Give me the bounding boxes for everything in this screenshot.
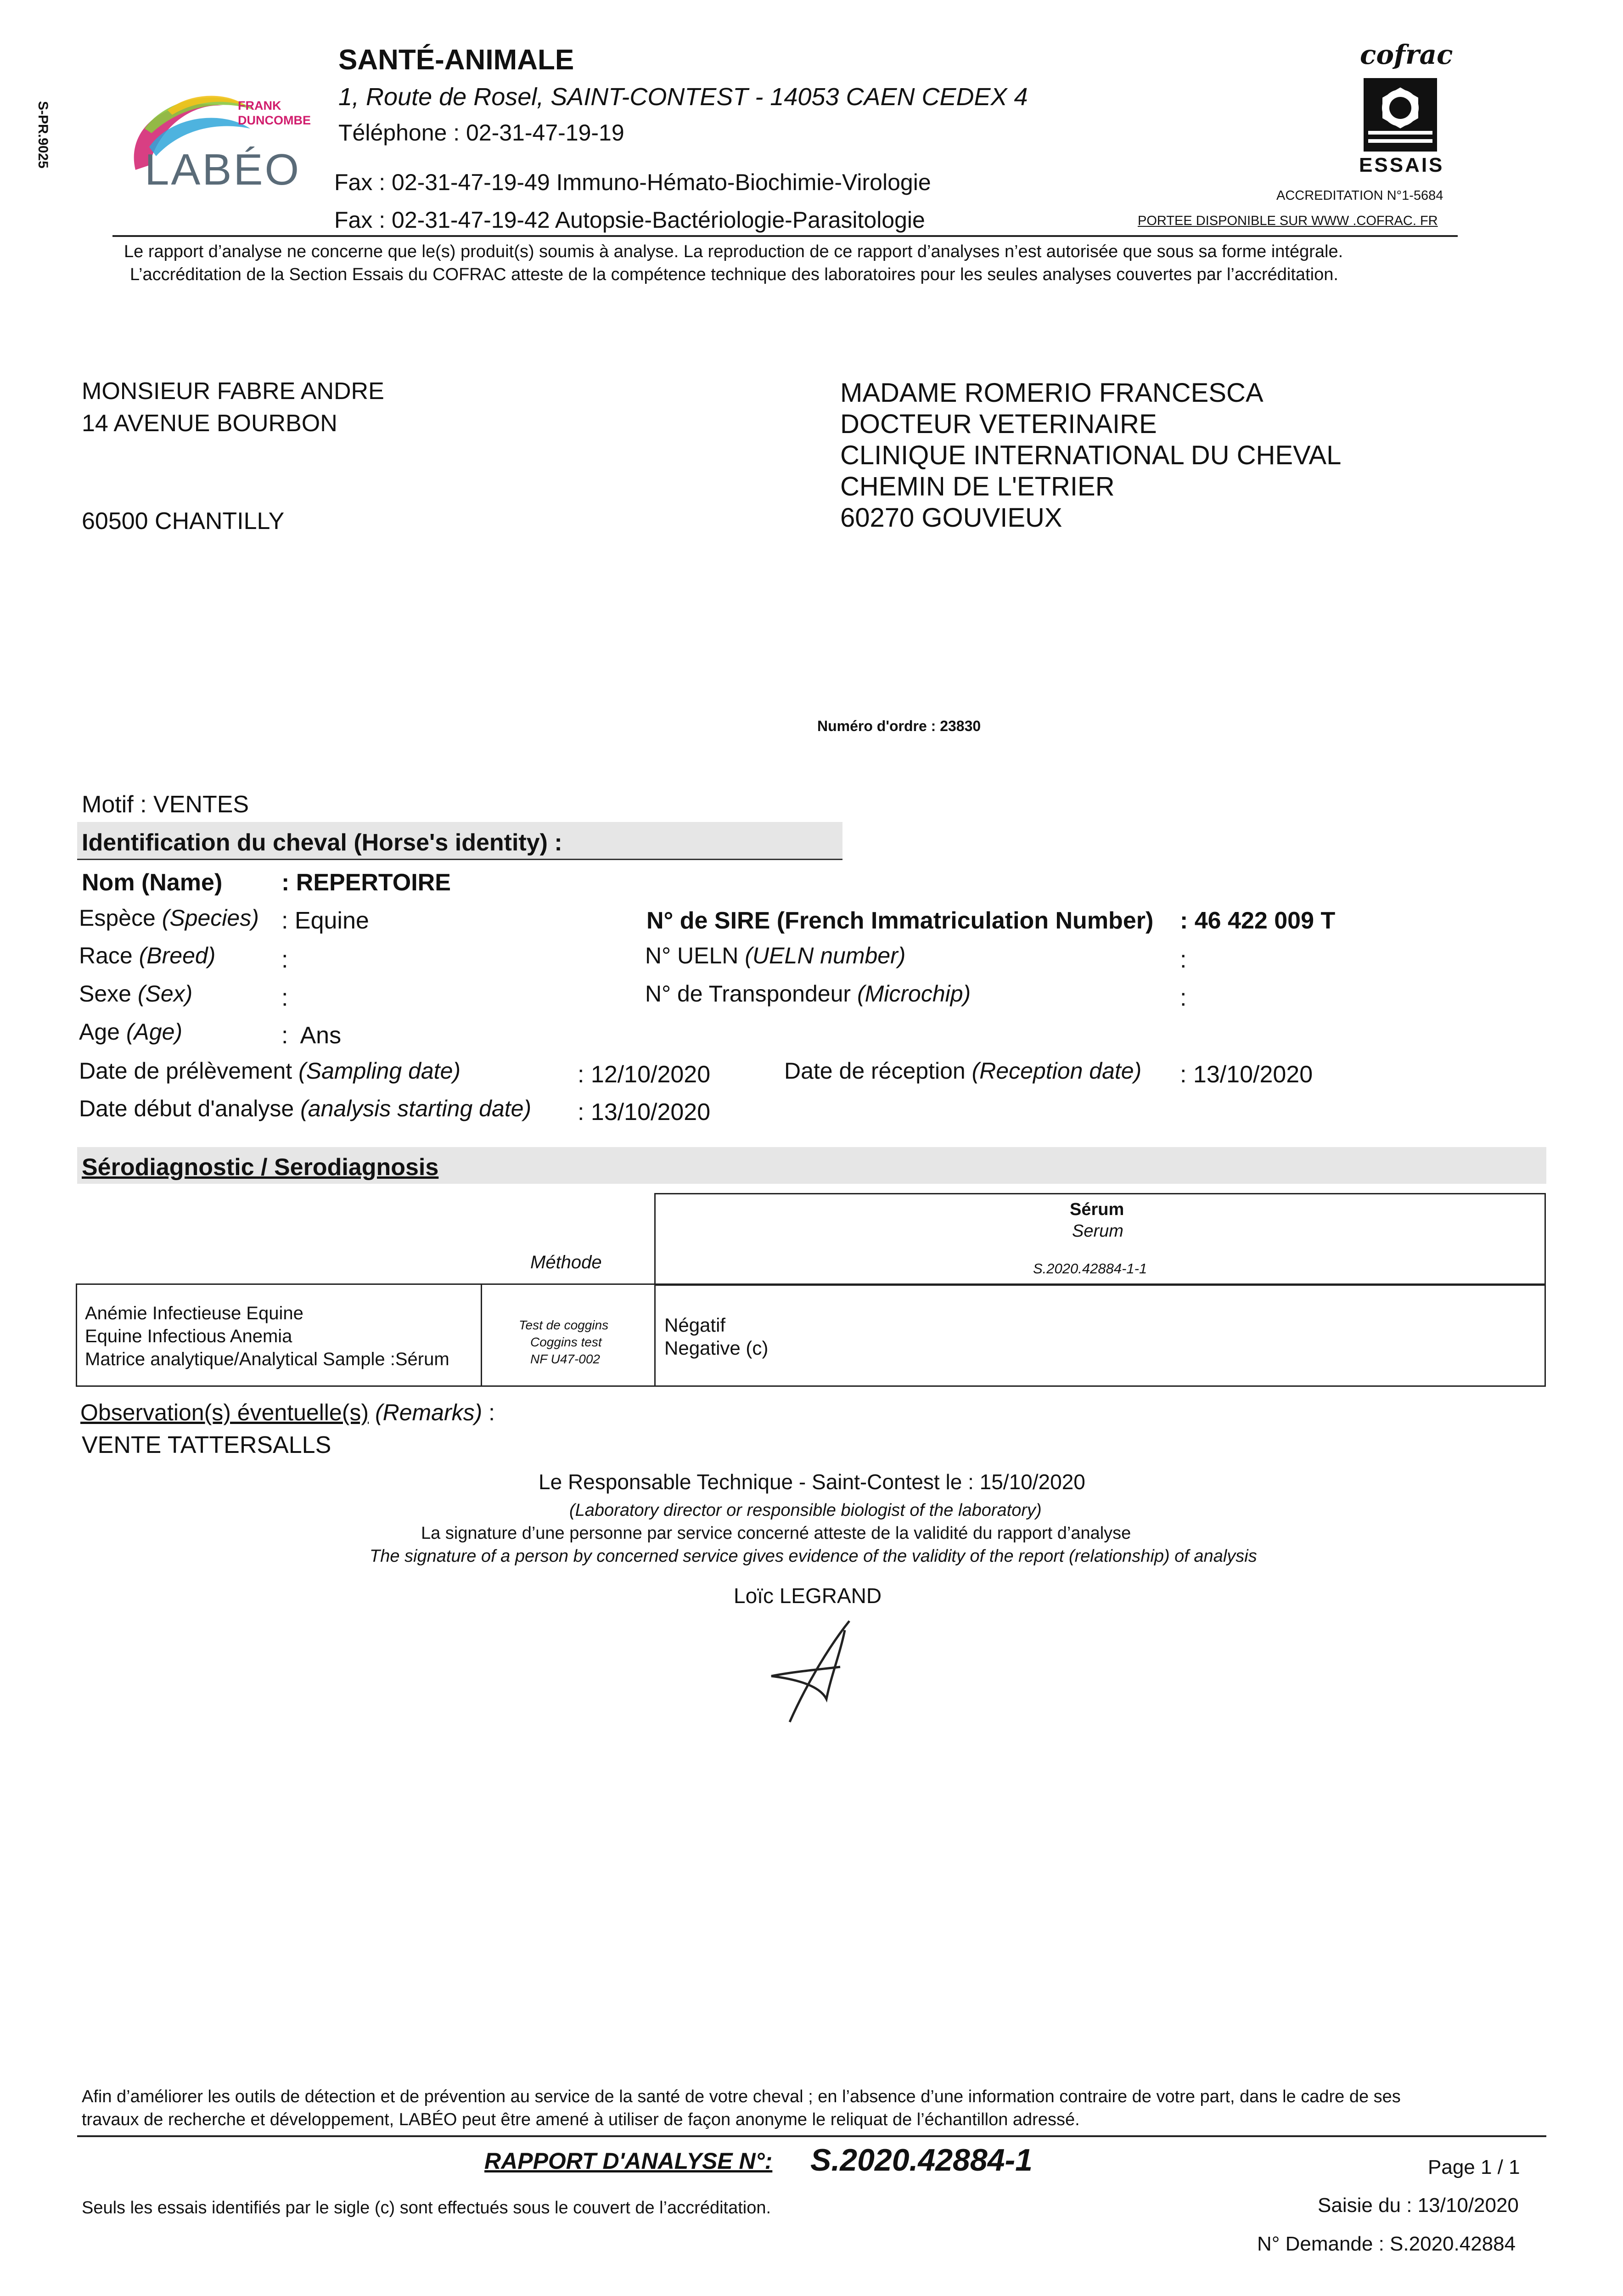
page-indicator: Page 1 / 1	[1428, 2156, 1520, 2178]
breed-label-en: (Breed)	[139, 943, 216, 968]
sire-label: N° de SIRE (French Immatriculation Number)	[646, 907, 1154, 934]
sampling-date-value: : 12/10/2020	[578, 1061, 711, 1088]
handwritten-signature-icon	[753, 1612, 872, 1731]
start-date-label-fr: Date début d'analyse	[79, 1096, 294, 1121]
logo-brand: LABÉO	[145, 145, 301, 194]
report-number: S.2020.42884-1	[810, 2143, 1033, 2178]
sex-label-en: (Sex)	[137, 981, 193, 1007]
transponder-label-fr: N° de Transpondeur	[645, 981, 851, 1007]
signature-line-2: (Laboratory director or responsible biologist of the laboratory)	[569, 1501, 1042, 1520]
owner-street: 14 AVENUE BOURBON	[82, 410, 337, 437]
cofrac-portee-link[interactable]: PORTEE DISPONIBLE SUR WWW .COFRAC. FR	[1138, 214, 1438, 228]
remarks-label	[80, 1399, 495, 1426]
serodiagnosis-heading: Sérodiagnostic / Serodiagnosis	[82, 1154, 439, 1181]
accreditation-note: Seuls les essais identifiés par le sigle (c) sont effectués sous le couvert de l’accréditation.	[82, 2198, 771, 2217]
results-method-header: Méthode	[530, 1252, 602, 1272]
logo-sub-line1: FRANK	[238, 99, 281, 113]
remarks-value: VENTE TATTERSALLS	[82, 1432, 331, 1458]
sex-label	[79, 980, 192, 1007]
breed-label	[79, 942, 215, 969]
cofrac-accreditation: ACCREDITATION N°1-5684	[1276, 188, 1443, 203]
sampling-date-label-fr: Date de prélèvement	[79, 1058, 292, 1084]
order-number: Numéro d'ordre : 23830	[817, 718, 981, 734]
reception-date-label	[784, 1058, 1141, 1084]
horse-name-value: : REPERTOIRE	[281, 869, 451, 896]
analysis-name-fr: Anémie Infectieuse Equine	[85, 1303, 303, 1323]
vet-clinic: CLINIQUE INTERNATIONAL DU CHEVAL	[840, 440, 1342, 470]
logo-sub-line2: DUNCOMBE	[238, 113, 311, 127]
disclaimer-line-1: Le rapport d’analyse ne concerne que le(s) produit(s) soumis à analyse. La reproduction de ce rapport d’analyses n’est autorisée que sous sa forme intégrale.	[124, 242, 1343, 261]
labeo-logo	[117, 78, 333, 197]
vet-city: 60270 GOUVIEUX	[840, 503, 1062, 533]
results-sample-id: S.2020.42884-1-1	[1033, 1261, 1147, 1277]
start-date-label	[79, 1095, 531, 1122]
horse-name-label: Nom (Name)	[82, 869, 223, 896]
cofrac-wordmark: cofrac	[1360, 39, 1453, 70]
sex-value: :	[281, 985, 288, 1011]
vet-street: CHEMIN DE L'ETRIER	[840, 472, 1115, 501]
footer-rule	[77, 2135, 1546, 2137]
ueln-label-fr: N° UELN	[645, 943, 739, 968]
side-code: S-PR.9025	[35, 101, 51, 169]
age-value: : Ans	[281, 1022, 342, 1049]
signature-line-4: The signature of a person by concerned service gives evidence of the validity of the report (relationship) of analysis	[370, 1547, 1257, 1566]
breed-label-fr: Race	[79, 943, 133, 968]
lab-phone: Téléphone : 02-31-47-19-19	[338, 120, 624, 146]
reception-date-label-en: (Reception date)	[972, 1058, 1142, 1084]
owner-city: 60500 CHANTILLY	[82, 508, 285, 535]
reception-date-label-fr: Date de réception	[784, 1058, 966, 1084]
results-sample-header-en: Serum	[1072, 1221, 1123, 1241]
breed-value: :	[281, 946, 288, 973]
disclaimer-line-2: L’accréditation de la Section Essais du COFRAC atteste de la compétence technique des laboratoires pour les seules analyses couvertes par l’accréditation.	[130, 265, 1338, 284]
sampling-date-label-en: (Sampling date)	[298, 1058, 461, 1084]
identification-heading: Identification du cheval (Horse's identity) :	[82, 829, 562, 856]
lab-address: 1, Route de Rosel, SAINT-CONTEST - 14053 CAEN CEDEX 4	[338, 83, 1028, 111]
transponder-label	[645, 980, 971, 1007]
analysis-matrix: Matrice analytique/Analytical Sample :Sérum	[85, 1349, 449, 1369]
ueln-label	[645, 942, 905, 969]
transponder-label-en: (Microchip)	[857, 981, 971, 1007]
species-label-en: (Species)	[162, 905, 259, 931]
sire-value: : 46 422 009 T	[1180, 907, 1336, 934]
sampling-date-label	[79, 1058, 461, 1084]
vet-name: MADAME ROMERIO FRANCESCA	[840, 378, 1264, 408]
remarks-label-fr: Observation(s) éventuelle(s)	[80, 1400, 369, 1425]
owner-name: MONSIEUR FABRE ANDRE	[82, 378, 384, 405]
results-sample-header-fr: Sérum	[1070, 1200, 1124, 1219]
cofrac-emblem-icon	[1354, 76, 1446, 154]
signature-line-3: La signature d’une personne par service concerné atteste de la validité du rapport d’analyse	[421, 1524, 1131, 1543]
species-label-fr: Espèce	[79, 905, 156, 931]
remarks-colon: :	[489, 1400, 495, 1425]
results-row	[76, 1283, 1546, 1387]
transponder-value: :	[1180, 985, 1187, 1011]
species-label	[79, 905, 259, 931]
saisie-date: Saisie du : 13/10/2020	[1318, 2194, 1519, 2217]
demande-number: N° Demande : S.2020.42884	[1257, 2233, 1516, 2255]
species-value: : Equine	[281, 907, 369, 934]
footer-note-line-1: Afin d’améliorer les outils de détection et de prévention au service de la santé de votre cheval ; en l’absence d’une information contraire de votre part, dans le cadre de ses	[82, 2087, 1401, 2106]
analysis-name-en: Equine Infectious Anemia	[85, 1326, 292, 1346]
signature-line-1: Le Responsable Technique - Saint-Contest le : 15/10/2020	[539, 1470, 1085, 1494]
lab-title: SANTÉ-ANIMALE	[338, 44, 574, 76]
footer-note-line-2: travaux de recherche et développement, LABÉO peut être amené à utiliser de façon anonyme le reliquat de l’échantillon adressé.	[82, 2110, 1080, 2129]
sex-label-fr: Sexe	[79, 981, 131, 1007]
ueln-value: :	[1180, 946, 1187, 973]
method-line-2: Coggins test	[530, 1335, 602, 1349]
age-label-fr: Age	[79, 1019, 120, 1045]
start-date-label-en: (analysis starting date)	[300, 1096, 532, 1121]
lab-fax-1: Fax : 02-31-47-19-49 Immuno-Hémato-Biochimie-Virologie	[334, 169, 931, 195]
start-date-value: : 13/10/2020	[578, 1099, 711, 1125]
cofrac-logo	[1354, 39, 1453, 177]
result-en: Negative (c)	[664, 1337, 769, 1359]
age-label-en: (Age)	[126, 1019, 183, 1045]
age-label	[79, 1019, 182, 1045]
cofrac-essais: ESSAIS	[1359, 154, 1444, 176]
header-rule	[112, 235, 1458, 237]
method-line-1: Test de coggins	[519, 1318, 609, 1332]
report-label: RAPPORT D'ANALYSE N°:	[484, 2148, 773, 2174]
signatory-name: Loïc LEGRAND	[734, 1584, 882, 1608]
vet-title: DOCTEUR VETERINAIRE	[840, 409, 1157, 439]
reception-date-value: : 13/10/2020	[1180, 1061, 1313, 1088]
method-line-3: NF U47-002	[530, 1352, 601, 1366]
result-fr: Négatif	[664, 1314, 726, 1336]
motif: Motif : VENTES	[82, 791, 249, 818]
ueln-label-en: (UELN number)	[745, 943, 906, 968]
remarks-label-en: (Remarks)	[375, 1400, 483, 1425]
lab-fax-2: Fax : 02-31-47-19-42 Autopsie-Bactériologie-Parasitologie	[334, 207, 925, 233]
